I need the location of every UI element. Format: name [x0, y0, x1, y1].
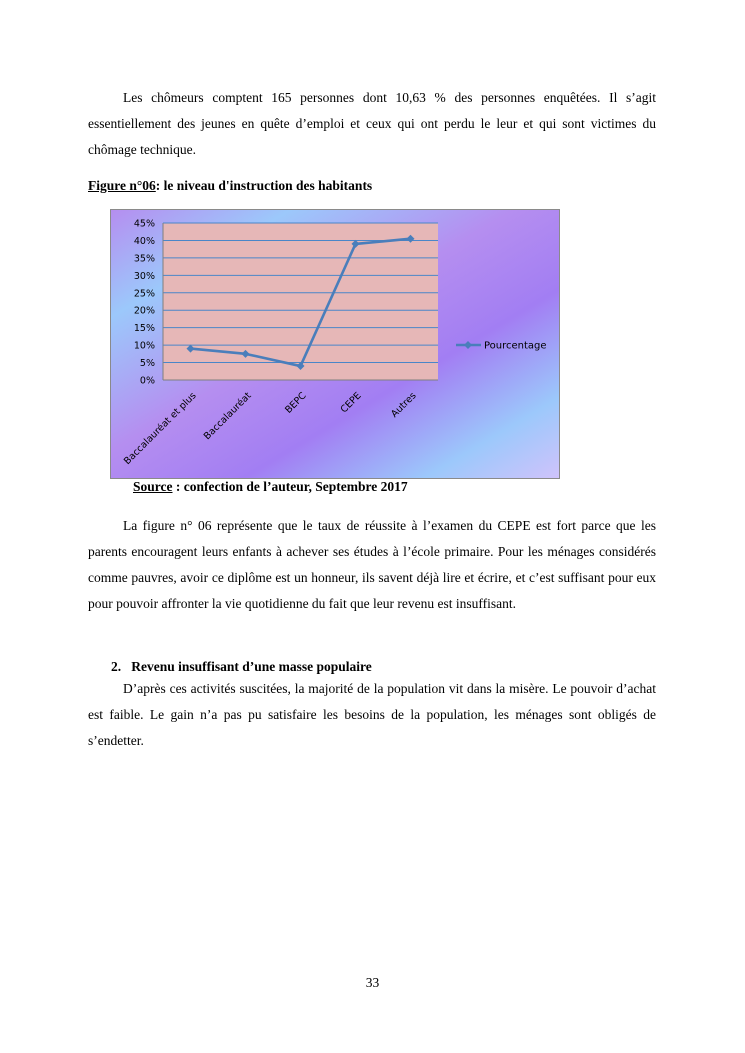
section-heading [111, 659, 372, 675]
figure-caption [88, 178, 372, 194]
section-number: 2. [111, 659, 122, 674]
section-title: Revenu insuffisant d’une masse populaire [131, 659, 372, 674]
legend-label: Pourcentage [484, 340, 547, 352]
education-level-chart [110, 209, 560, 479]
x-tick-label: Baccalauréat [201, 390, 254, 443]
y-tick-label: 5% [139, 358, 155, 370]
y-tick-label: 20% [133, 305, 155, 317]
y-tick-label: 30% [133, 270, 155, 282]
plot-area [163, 223, 438, 380]
x-tick-label: CEPE [338, 390, 364, 416]
chart-svg [111, 210, 559, 478]
x-tick-label: BEPC [283, 390, 309, 416]
y-tick-label: 45% [133, 218, 155, 230]
x-tick-label: Baccalauréat et plus [121, 390, 199, 468]
paragraph-unemployed-text: Les chômeurs comptent 165 personnes dont 10,63 % des personnes enquêtées. Il s’agit essentiellement des jeunes en quête d’emploi et ceux qui ont perdu le leur et qui sont victimes du chômage technique. [88, 90, 656, 157]
figure-label: Figure n°06 [88, 178, 156, 193]
source-text: : confection de l’auteur, Septembre 2017 [172, 479, 408, 494]
paragraph-income [88, 676, 656, 754]
paragraph-unemployed [88, 85, 656, 163]
y-tick-label: 15% [133, 323, 155, 335]
x-tick-label: Autres [389, 390, 419, 420]
paragraph-income-text: D’après ces activités suscitées, la majorité de la population vit dans la misère. Le pouvoir d’achat est faible. Le gain n’a pas pu satisfaire les besoins de la population, les ménages sont obligés de s’endetter. [88, 681, 656, 748]
paragraph-cepe-text: La figure n° 06 représente que le taux de réussite à l’examen du CEPE est fort parce que les parents encouragent leurs enfants à achever ses études à l’école primaire. Pour les ménages considérés comme pauvres, avoir ce diplôme est un honneur, ils savent déjà lire et écrire, et c’est suffisant pour eux pour pouvoir affronter la vie quotidienne du fait que leur revenu est insuffisant. [88, 518, 656, 611]
source-label: Source [133, 479, 173, 494]
y-tick-label: 10% [133, 340, 155, 352]
paragraph-cepe [88, 513, 656, 617]
y-tick-label: 0% [139, 375, 155, 387]
y-tick-label: 40% [133, 235, 155, 247]
source-caption [133, 479, 408, 495]
y-tick-label: 35% [133, 253, 155, 265]
y-tick-label: 25% [133, 288, 155, 300]
page-number: 33 [365, 975, 380, 990]
figure-title: : le niveau d'instruction des habitants [155, 178, 373, 193]
